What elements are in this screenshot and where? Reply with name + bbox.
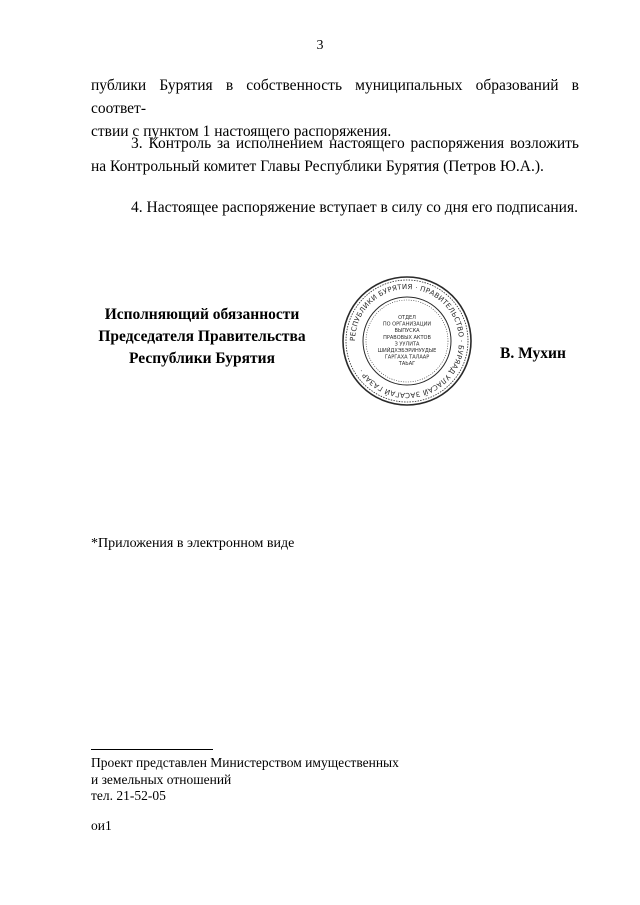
footnote-line: и земельных отношений xyxy=(91,771,232,787)
signatory-title xyxy=(82,304,322,370)
seal-ring-textpath: РЕСПУБЛИКИ БУРЯТИЯ · ПРАВИТЕЛЬСТВО · БУРЯАД УЛАСАЙ ЗАСАГАЙ ГАЗАР · xyxy=(348,282,466,400)
item-4-text: 4. Настоящее распоряжение вступает в силу со дня его подписания. xyxy=(131,199,578,216)
footnote-phone: тел. 21-52-05 xyxy=(91,788,166,803)
seal-center-line: ПРАВОВЫХ АКТОВ xyxy=(383,334,431,341)
attachments-note: *Приложения в электронном виде xyxy=(91,536,295,551)
item-3-text: 3. Контроль за исполнением настоящего распоряжения возложить на Контрольный комитет Главы Республики Бурятия (Петров Ю.А.). xyxy=(91,135,579,175)
seal-center-line: ПО ОРГАНИЗАЦИИ xyxy=(382,321,432,328)
footnote-divider xyxy=(91,749,213,750)
footnote xyxy=(91,755,399,805)
official-seal xyxy=(340,274,474,408)
seal-center-line: ОТДЕЛ xyxy=(398,315,416,321)
seal-center-line: ГАРГАХА ТАЛААР xyxy=(384,354,430,361)
seal-center-line: ТАЬАГ xyxy=(398,361,416,368)
document-code: ои1 xyxy=(91,818,112,833)
seal-center-line: З УУЛИТА xyxy=(394,341,420,348)
signatory-title-line: Исполняющий обязанности xyxy=(104,306,300,323)
seal-center-line: ВЫПУСКА xyxy=(394,328,420,335)
paragraph-line: ствии с пунктом 1 настоящего распоряжения. xyxy=(91,123,392,140)
seal-center-text xyxy=(378,315,437,367)
signatory-name: В. Мухин xyxy=(500,345,566,362)
paragraph-line: публики Бурятия в собственность муниципальных образований в соответ- xyxy=(91,77,579,117)
signatory-title-line: Председателя Правительства xyxy=(98,328,306,345)
page-number: 3 xyxy=(316,38,324,53)
signatory-title-line: Республики Бурятия xyxy=(129,350,275,367)
paragraph-item-4 xyxy=(91,196,579,219)
seal-center-line: ШИЙДХЭБЭРИНУУДЫЕ xyxy=(377,348,437,354)
footnote-line: Проект представлен Министерством имущественных xyxy=(91,755,399,770)
paragraph-item-3 xyxy=(91,132,579,178)
